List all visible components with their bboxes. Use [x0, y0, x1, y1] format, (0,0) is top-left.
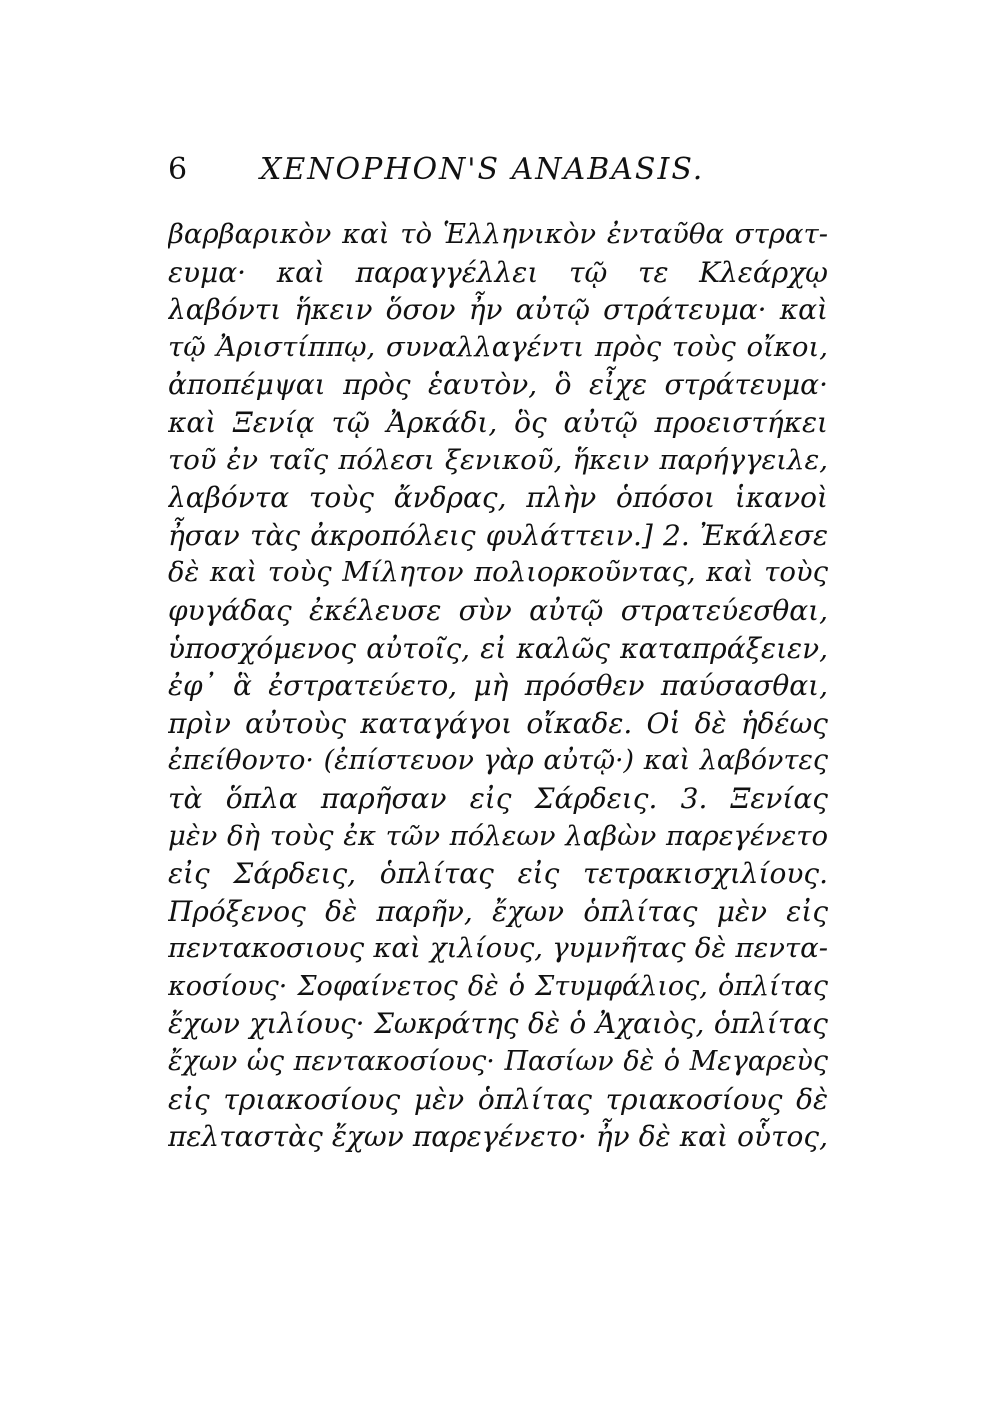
text-line: πεντακοσιους καὶ χιλίους, γυμνῆτας δὲ πεντα- — [168, 932, 828, 965]
page-number: 6 — [168, 152, 188, 187]
text-line: ἦσαν τὰς ἀκροπόλεις φυλάττειν.] 2. Ἐκάλεσε — [168, 518, 828, 552]
text-line: φυγάδας ἐκέλευσε σὺν αὐτῷ στρατεύεσθαι, — [168, 593, 828, 627]
text-line: ἀποπέμψαι πρὸς ἑαυτὸν, ὃ εἶχε στράτευμα· — [168, 368, 828, 402]
text-line: μὲν δὴ τοὺς ἐκ τῶν πόλεων λαβὼν παρεγένετο — [168, 819, 828, 852]
running-title: XENOPHON'S ANABASIS. — [260, 152, 705, 187]
text-line: βαρβαρικὸν καὶ τὸ Ἑλληνικὸν ἐνταῦθα στρατ- — [168, 218, 828, 250]
text-line: τῷ Ἀριστίππῳ, συναλλαγέντι πρὸς τοὺς οἴκοι, — [168, 330, 828, 363]
text-line: ἐφ᾽ ἃ ἐστρατεύετο, μὴ πρόσθεν παύσασθαι, — [168, 669, 828, 703]
text-line: δὲ καὶ τοὺς Μίλητον πολιορκοῦντας, καὶ τοὺς — [168, 556, 828, 589]
greek-text-body — [168, 216, 828, 1156]
text-line: ἐπείθοντο· (ἐπίστευον γὰρ αὐτῷ·) καὶ λαβόντες — [168, 745, 828, 777]
text-line: κοσίους· Σοφαίνετος δὲ ὁ Στυμφάλιος, ὁπλίτας — [168, 970, 828, 1002]
text-line: ὑποσχόμενος αὐτοῖς, εἰ καλῶς καταπράξειεν, — [168, 631, 828, 665]
text-line: εἰς Σάρδεις, ὁπλίτας εἰς τετρακισχιλίους. — [168, 857, 828, 891]
text-line: καὶ Ξενίᾳ τῷ Ἀρκάδι, ὃς αὐτῷ προειστήκει — [168, 405, 828, 439]
text-line: τὰ ὅπλα παρῆσαν εἰς Σάρδεις. 3. Ξενίας — [168, 781, 828, 815]
text-line: τοῦ ἐν ταῖς πόλεσι ξενικοῦ, ἥκειν παρήγγειλε, — [168, 443, 828, 476]
text-line: ευμα· καὶ παραγγέλλει τῷ τε Κλεάρχῳ — [168, 255, 828, 289]
page-header — [168, 150, 828, 194]
text-line: πρὶν αὐτοὺς καταγάγοι οἴκαδε. Οἱ δὲ ἡδέως — [168, 706, 828, 740]
text-line: λαβόντι ἥκειν ὅσον ἦν αὐτῷ στράτευμα· καὶ — [168, 293, 828, 327]
text-line: πελταστὰς ἔχων παρεγένετο· ἦν δὲ καὶ οὗτος, — [168, 1120, 828, 1154]
text-line: ἔχων ὡς πεντακοσίους· Πασίων δὲ ὁ Μεγαρεὺς — [168, 1046, 828, 1078]
text-line: εἰς τριακοσίους μὲν ὁπλίτας τριακοσίους δὲ — [168, 1082, 828, 1116]
text-line: Πρόξενος δὲ παρῆν, ἔχων ὁπλίτας μὲν εἰς — [168, 894, 828, 928]
text-line: λαβόντα τοὺς ἄνδρας, πλὴν ὁπόσοι ἱκανοὶ — [168, 481, 828, 515]
text-line: ἔχων χιλίους· Σωκράτης δὲ ὁ Ἀχαιὸς, ὁπλίτας — [168, 1007, 828, 1041]
